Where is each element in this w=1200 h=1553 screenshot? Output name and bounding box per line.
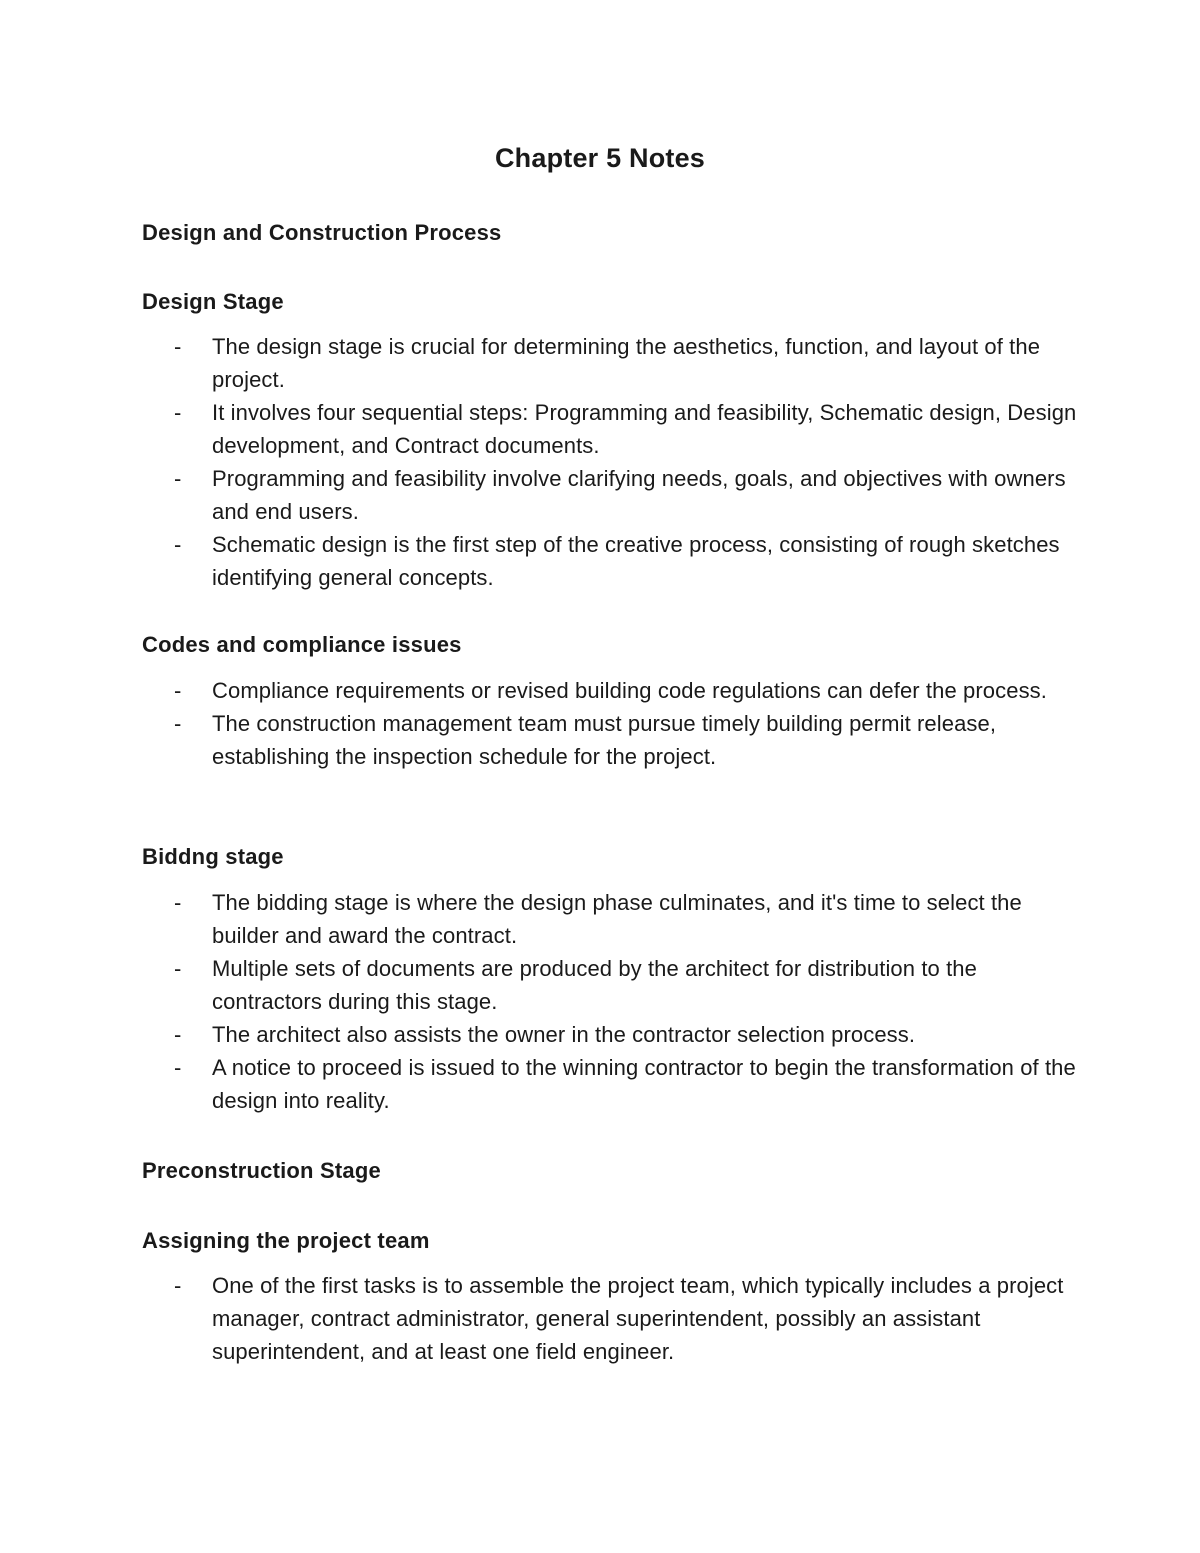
list-item — [142, 1269, 1082, 1368]
bullet-dash: - — [174, 956, 182, 981]
list-item — [142, 886, 1082, 952]
list-item — [142, 396, 1082, 462]
bullet-list-assigning-project-team — [142, 1269, 1082, 1368]
section-heading-assigning-project-team: Assigning the project team — [142, 1228, 430, 1253]
bullet-dash: - — [174, 890, 182, 915]
list-item — [142, 674, 1082, 707]
bullet-dash: - — [174, 1273, 182, 1298]
section-heading-bidding-stage: Biddng stage — [142, 844, 284, 869]
list-item-text: Compliance requirements or revised building code regulations can defer the process. — [212, 678, 1047, 703]
bullet-dash: - — [174, 1022, 182, 1047]
section-heading-design-and-construction-process: Design and Construction Process — [142, 220, 502, 245]
section-heading-codes-and-compliance: Codes and compliance issues — [142, 632, 462, 657]
section-heading-preconstruction-stage: Preconstruction Stage — [142, 1158, 381, 1183]
list-item-text: Programming and feasibility involve clarifying needs, goals, and objectives with owners and end users. — [212, 466, 1066, 524]
list-item — [142, 1018, 1082, 1051]
bullet-dash: - — [174, 532, 182, 557]
bullet-dash: - — [174, 711, 182, 736]
bullet-list-bidding-stage — [142, 886, 1082, 1117]
list-item — [142, 528, 1082, 594]
list-item-text: A notice to proceed is issued to the winning contractor to begin the transformation of the design into reality. — [212, 1055, 1076, 1113]
list-item — [142, 462, 1082, 528]
list-item-text: It involves four sequential steps: Programming and feasibility, Schematic design, Design development, and Contract documents. — [212, 400, 1077, 458]
list-item-text: Multiple sets of documents are produced by the architect for distribution to the contractors during this stage. — [212, 956, 977, 1014]
list-item — [142, 707, 1082, 773]
bullet-list-codes-and-compliance — [142, 674, 1082, 773]
list-item-text: The design stage is crucial for determining the aesthetics, function, and layout of the project. — [212, 334, 1041, 392]
list-item-text: Schematic design is the first step of the creative process, consisting of rough sketches identifying general concepts. — [212, 532, 1060, 590]
section-heading-design-stage: Design Stage — [142, 289, 284, 314]
bullet-list-design-stage — [142, 330, 1082, 594]
bullet-dash: - — [174, 1055, 182, 1080]
list-item — [142, 330, 1082, 396]
list-item — [142, 952, 1082, 1018]
bullet-dash: - — [174, 334, 182, 359]
bullet-dash: - — [174, 678, 182, 703]
list-item-text: The construction management team must pursue timely building permit release, establishing the inspection schedule for the project. — [212, 711, 997, 769]
page-title: Chapter 5 Notes — [494, 143, 706, 173]
list-item-text: The architect also assists the owner in the contractor selection process. — [212, 1022, 916, 1047]
list-item-text: The bidding stage is where the design phase culminates, and it's time to select the builder and award the contract. — [212, 890, 1022, 948]
list-item — [142, 1051, 1082, 1117]
bullet-dash: - — [174, 466, 182, 491]
list-item-text: One of the first tasks is to assemble the project team, which typically includes a project manager, contract administrator, general superintendent, possibly an assistant superintendent, and at least one field engineer. — [212, 1273, 1064, 1364]
bullet-dash: - — [174, 400, 182, 425]
